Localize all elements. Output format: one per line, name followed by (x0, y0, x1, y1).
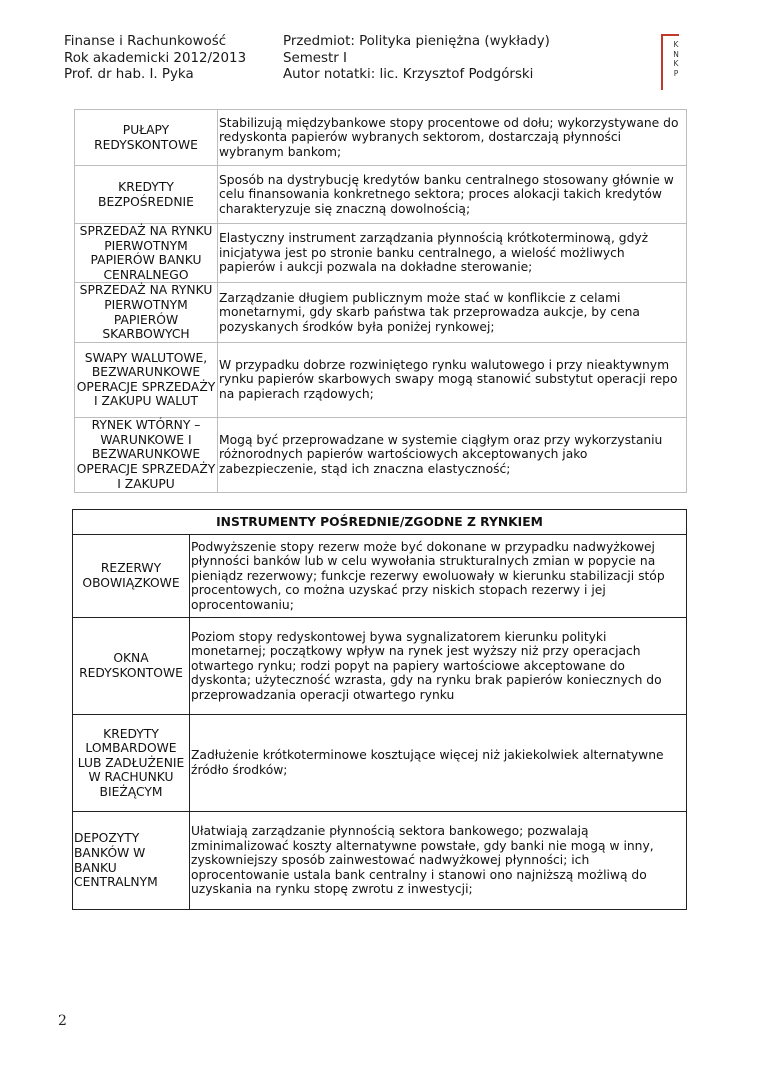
row-description: Mogą być przeprowadzane w systemie ciągłym oraz przy wykorzystaniu różnorodnych papierów wartościowych akceptowanych jako zabezpieczenie, stąd ich znaczna elastyczność; (218, 417, 687, 492)
row-label: SWAPY WALUTOWE, BEZWARUNKOWE OPERACJE SPRZEDAŻY I ZAKUPU WALUT (75, 342, 218, 417)
table-title: INSTRUMENTY POŚREDNIE/ZGODNE Z RYNKIEM (73, 510, 687, 535)
row-label: KREDYTY LOMBARDOWE LUB ZADŁUŻENIE W RACHUNKU BIEŻĄCYM (73, 715, 190, 812)
logo-letter-p: P (673, 68, 679, 78)
page-number: 2 (58, 1013, 67, 1029)
row-description: Zarządzanie długiem publicznym może stać w konflikcie z celami monetarnymi, gdy skarb państwa tak przeprowadza aukcje, by cena pozyskanych środków była poniżej rynkowej; (218, 283, 687, 342)
table-row (73, 535, 687, 618)
header-academic-year: Rok akademicki 2012/2013 (64, 50, 247, 66)
header-course: Finanse i Rachunkowość (64, 34, 227, 49)
page-header (64, 34, 704, 94)
row-description: Elastyczny instrument zarządzania płynnością krótkoterminową, gdyż inicjatywa jest po stronie banku centralnego, a wielość możliwych papierów i aukcji pozwala na dokładne sterowanie; (218, 224, 687, 283)
logo-letter-n: N (673, 49, 679, 59)
row-description: Sposób na dystrybucję kredytów banku centralnego stosowany głównie w celu finansowania konkretnego sektora; proces alokacji takich kredytów charakteryzuje się znaczną dowolnością; (218, 166, 687, 224)
row-label: RYNEK WTÓRNY – WARUNKOWE I BEZWARUNKOWE OPERACJE SPRZEDAŻY I ZAKUPU (75, 417, 218, 492)
row-label: OKNA REDYSKONTOWE (73, 618, 190, 715)
header-semester: Semestr I (283, 50, 347, 66)
row-description: Stabilizują międzybankowe stopy procentowe od dołu; wykorzystywane do redyskonta papierów wybranych sektorom, dostarczają płynności wybranym bankom; (218, 110, 687, 166)
table-header-row (73, 510, 687, 535)
header-left-block (64, 34, 246, 84)
instruments-table-market (72, 509, 687, 910)
table-row (75, 110, 687, 166)
logo-letters (672, 40, 680, 78)
header-author: Autor notatki: lic. Krzysztof Podgórski (283, 67, 534, 82)
header-right-block (283, 34, 550, 84)
table-row (73, 715, 687, 812)
logo-letter-k2: K (673, 59, 679, 68)
table-row (73, 618, 687, 715)
row-label: KREDYTY BEZPOŚREDNIE (75, 166, 218, 224)
logo-letter-k1: K (673, 40, 679, 49)
header-subject: Przedmiot: Polityka pieniężna (wykłady) (283, 34, 550, 49)
logo-red-top-bar (661, 34, 679, 36)
table-row (75, 224, 687, 283)
row-label: DEPOZYTY BANKÓW W BANKU CENTRALNYM (73, 812, 190, 910)
table-row (75, 342, 687, 417)
table-row (73, 812, 687, 910)
table-row (75, 166, 687, 224)
row-description: Podwyższenie stopy rezerw może być dokonane w przypadku nadwyżkowej płynności banków lub w celu wywołania strukturalnych zmian w popycie na pieniądz rezerwowy; funkcje rezerwy ewoluowały w kierunku stabilizacji stóp procentowych, co można uzyskać przy niskich stopach rezerwy i jej oprocentowaniu; (190, 535, 687, 618)
row-label: PUŁAPY REDYSKONTOWE (75, 110, 218, 166)
row-label: REZERWY OBOWIĄZKOWE (73, 535, 190, 618)
table-row (75, 417, 687, 492)
knkp-logo (657, 34, 687, 90)
instruments-table-direct (74, 109, 687, 493)
row-label: SPRZEDAŻ NA RYNKU PIERWOTNYM PAPIERÓW BANKU CENRALNEGO (75, 224, 218, 283)
header-professor: Prof. dr hab. I. Pyka (64, 67, 194, 82)
logo-red-line (661, 34, 663, 90)
row-description: Ułatwiają zarządzanie płynnością sektora bankowego; pozwalają zminimalizować koszty alternatywne powstałe, gdy banki nie mogą w inny, zyskowniejszy sposób zainwestować nadwyżkowej płynności; ich oprocentowanie ustala bank centralny i stanowi ono najniższą możliwą do uzyskania na rynku stopę zwrotu z inwestycji; (190, 812, 687, 910)
row-description: Zadłużenie krótkoterminowe kosztujące więcej niż jakiekolwiek alternatywne źródło środków; (190, 715, 687, 812)
row-label: SPRZEDAŻ NA RYNKU PIERWOTNYM PAPIERÓW SKARBOWYCH (75, 283, 218, 342)
table-row (75, 283, 687, 342)
row-description: W przypadku dobrze rozwiniętego rynku walutowego i przy nieaktywnym rynku papierów skarbowych swapy mogą stanowić substytut operacji repo na papierach rządowych; (218, 342, 687, 417)
row-description: Poziom stopy redyskontowej bywa sygnalizatorem kierunku polityki monetarnej; początkowy wpływ na rynek jest wyższy niż przy operacjach otwartego rynku; rodzi popyt na papiery wartościowe akceptowane do dyskonta; użyteczność wzrasta, gdy na rynku brak papierów koniecznych do przeprowadzania operacji otwartego rynku (190, 618, 687, 715)
